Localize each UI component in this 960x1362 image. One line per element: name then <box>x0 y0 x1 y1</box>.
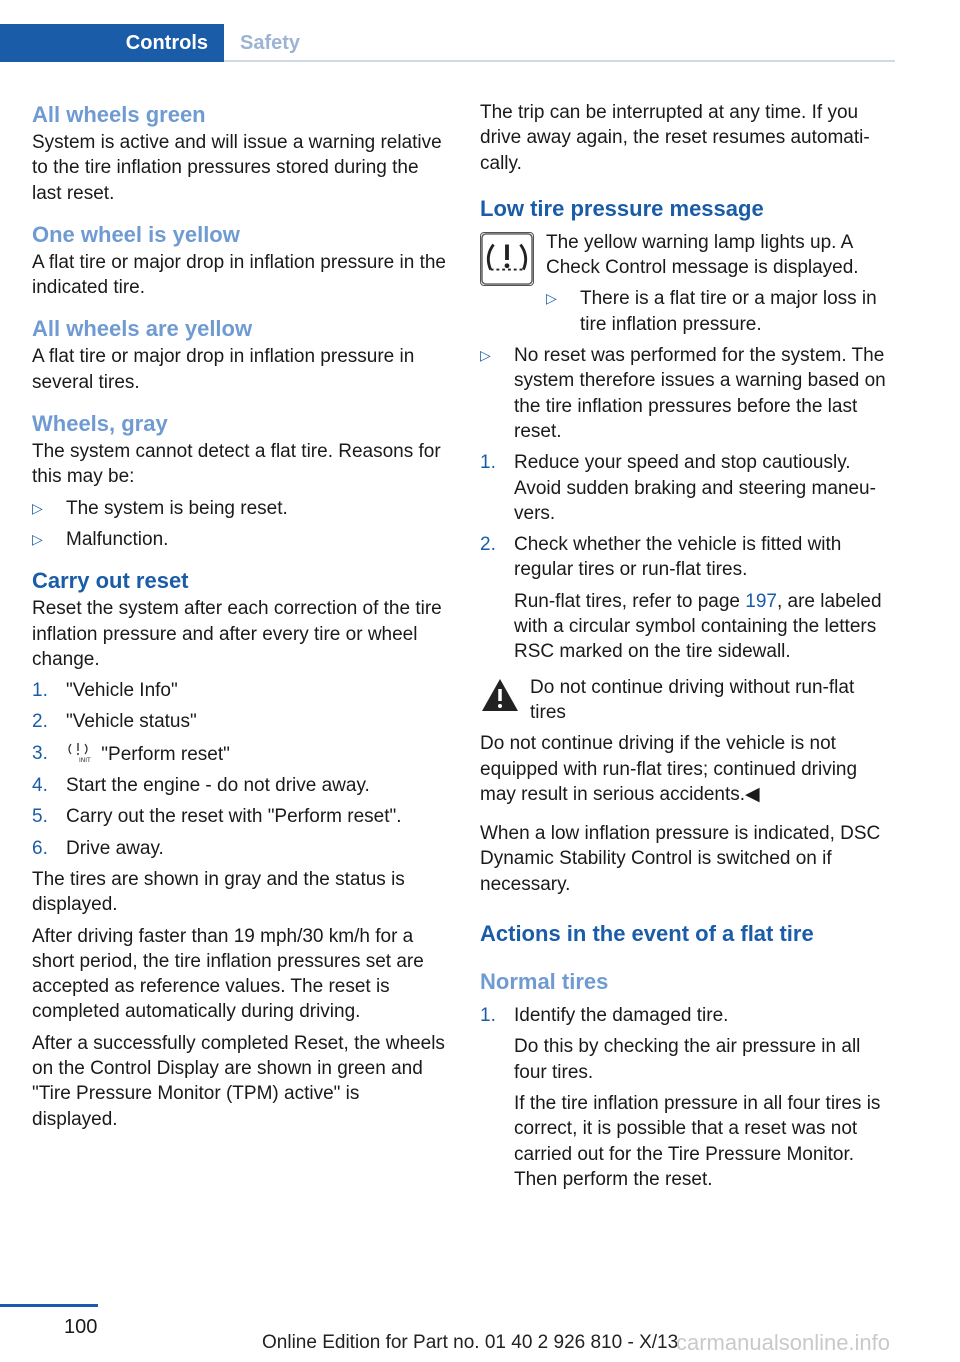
step-item: 5. Carry out the reset with "Perform reset". <box>32 806 402 828</box>
step-item: 1. "Vehicle Info" <box>32 680 178 702</box>
paragraph-all-wheels-green: System is active and will issue a warning relative to the tire inflation pressures stored during the last reset. <box>32 132 442 204</box>
paragraph-all-wheels-yellow: A flat tire or major drop in inflation pressure in several tires. <box>32 346 415 393</box>
header-tabbar <box>0 24 895 62</box>
heading-one-wheel-yellow: One wheel is yellow <box>32 221 240 247</box>
run-flat-reference: Run-flat tires, refer to page 197, are labeled with a circular symbol containing the letters RSC marked on the tire sidewall. <box>514 590 882 663</box>
heading-normal-tires: Normal tires <box>480 969 609 995</box>
heading-flat-tire-actions: Actions in the event of a flat tire <box>480 921 814 947</box>
paragraph-reset-complete: After a successfully completed Reset, the wheels on the Control Display are shown in green and "Tire Pressure Monitor (TPM) active" is displayed. <box>32 1032 445 1130</box>
tpm-reset-icon <box>66 741 92 763</box>
warning-lamp-row <box>480 230 894 337</box>
step-item: 2. Check whether the vehicle is fitted with regular tires or run-flat tires. <box>480 534 842 581</box>
list-item: ▷ There is a flat tire or a major loss in tire inflation pressure. <box>546 286 894 337</box>
warning-triangle-icon <box>480 677 520 713</box>
step-item: 6. Drive away. <box>32 837 164 859</box>
watermark: carmanualsonline.info <box>676 1330 891 1355</box>
list-item: ▷ No reset was performed for the system. The system therefore issues a warning based on the tire inflation pressures before the last reset. <box>480 343 894 444</box>
heading-low-tire-pressure: Low tire pressure message <box>480 195 764 221</box>
step-detail: Do this by checking the air pressure in all four tires. <box>514 1036 861 1083</box>
footer-edition: Online Edition for Part no. 01 40 2 926 810 - X/13 <box>262 1332 679 1353</box>
step-detail: If the tire inflation pressure in all four tires is correct, it is possible that a reset was not carried out for the Tire Pressure Monitor. Then perform the reset. <box>514 1092 881 1190</box>
paragraph-carry-out-reset: Reset the system after each correction of the tire inflation pressure and after every tire or wheel change. <box>32 598 442 670</box>
heading-carry-out-reset: Carry out reset <box>32 568 189 594</box>
step-item: 1. Reduce your speed and stop cautiously. Avoid sudden braking and steering maneuvers. <box>480 452 876 524</box>
step-item: 1. Identify the damaged tire. <box>480 1005 729 1027</box>
svg-text:INIT: INIT <box>79 756 91 763</box>
paragraph-dsc: When a low inflation pressure is indicated, DSC Dynamic Stability Control is switched on if necessary. <box>480 823 881 895</box>
warning-text: Do not continue driving if the vehicle is not equipped with run-flat tires; continued driving may result in serious accidents.◀ <box>480 733 858 805</box>
right-column <box>480 100 894 1192</box>
list-item: ▷ Malfunction. <box>32 527 446 552</box>
tire-warning-lamp-icon <box>480 232 534 286</box>
warning-title: Do not continue driving without run-flat tires <box>530 676 855 723</box>
warning-lamp-text: The yellow warning lamp lights up. A Check Control message is displayed. <box>546 231 859 279</box>
heading-all-wheels-yellow: All wheels are yellow <box>32 316 253 342</box>
step-item: 2. "Vehicle status" <box>32 711 197 733</box>
footer-line <box>0 1304 98 1307</box>
paragraph-trip-interrupted: The trip can be interrupted at any time. If you drive away again, the reset resumes automatically. <box>480 102 870 174</box>
paragraph-one-wheel-yellow: A flat tire or major drop in inflation pressure in the indicated tire. <box>32 251 446 299</box>
tab-controls[interactable]: Controls <box>0 24 224 62</box>
tab-safety[interactable]: Safety <box>240 32 301 54</box>
heading-all-wheels-green: All wheels green <box>32 102 206 127</box>
paragraph-wheels-gray: The system cannot detect a flat tire. Reasons for this may be: <box>32 441 441 488</box>
warning-notice <box>480 675 894 726</box>
heading-wheels-gray: Wheels, gray <box>32 411 168 437</box>
list-item: ▷ The system is being reset. <box>32 496 446 521</box>
paragraph-reference-values: After driving faster than 19 mph/30 km/h for a short period, the tire inflation pressures set are accepted as reference values. The reset is completed automatically during driving. <box>32 925 424 1023</box>
page-link[interactable]: 197 <box>745 590 777 612</box>
page-number: 100 <box>64 1316 98 1338</box>
step-item: 3. INIT "Perform reset" <box>32 742 230 765</box>
step-item: 4. Start the engine - do not drive away. <box>32 775 370 797</box>
paragraph-tires-gray: The tires are shown in gray and the status is displayed. <box>32 868 405 916</box>
left-column <box>32 100 446 1132</box>
